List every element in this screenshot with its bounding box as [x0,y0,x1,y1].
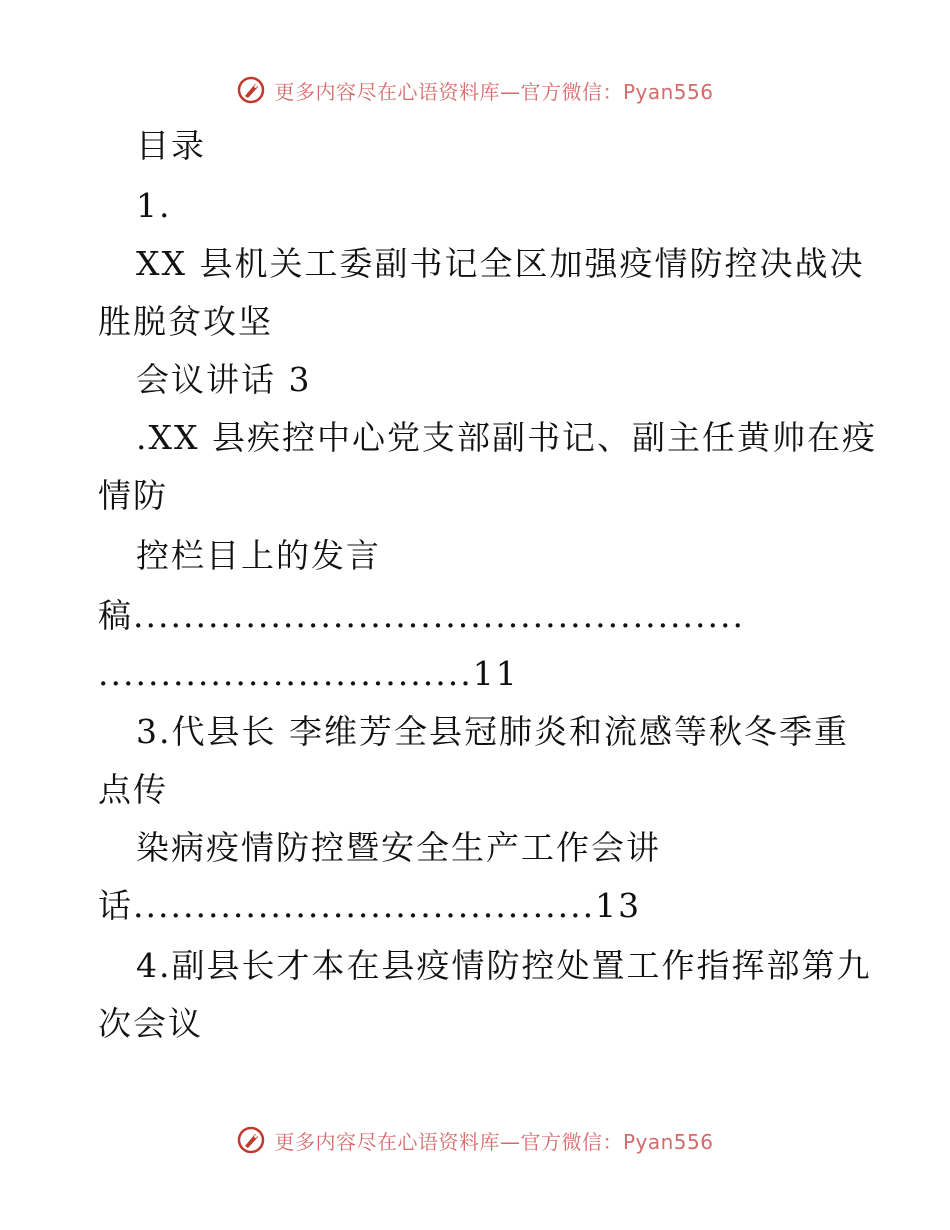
watermark-header [0,70,950,110]
toc-line: 点传 [98,770,168,809]
toc-heading: 目录 [136,126,206,165]
toc-line: ..............................11 [98,654,519,693]
watermark-text: 更多内容尽在心语资料库—官方微信：Pyan556 [274,1129,714,1154]
toc-line: 情防 [98,476,168,515]
toc-line: 话.....................................13 [98,886,642,925]
toc-line: 1. [136,186,172,225]
pen-nib-logo-icon [236,75,266,105]
watermark-footer [0,1120,950,1160]
pen-nib-logo-icon [236,1125,266,1155]
toc-line: 3.代县长 李维芳全县冠肺炎和流感等秋冬季重 [136,712,849,751]
watermark-text: 更多内容尽在心语资料库—官方微信：Pyan556 [274,79,714,104]
toc-line: 4.副县长才本在县疫情防控处置工作指挥部第九 [136,946,872,985]
toc-line: 控栏目上的发言 [136,536,381,575]
toc-line: .XX 县疾控中心党支部副书记、副主任黄帅在疫 [136,418,877,457]
toc-line: 稿................................................. [98,596,745,635]
toc-line: XX 县机关工委副书记全区加强疫情防控决战决 [136,244,865,283]
toc-line: 胜脱贫攻坚 [98,302,273,341]
toc-line: 会议讲话 3 [136,360,312,399]
toc-line: 次会议 [98,1004,203,1043]
toc-line: 染病疫情防控暨安全生产工作会讲 [136,828,661,867]
